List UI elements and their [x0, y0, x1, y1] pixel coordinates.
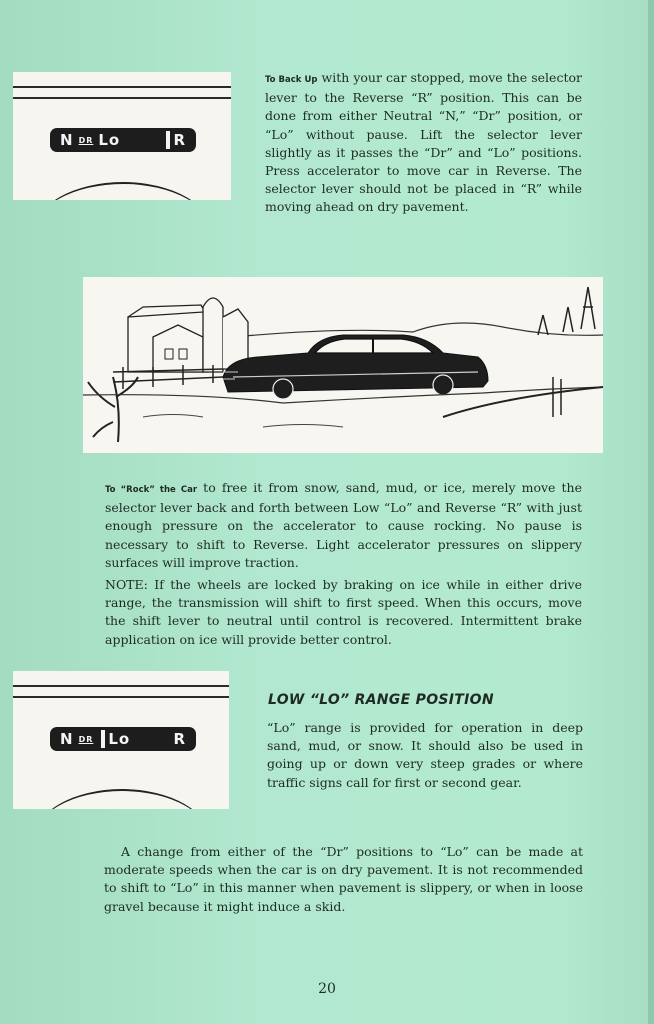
selector-dial-panel-reverse: [13, 72, 231, 200]
selector-pointer-icon: [101, 730, 105, 748]
gear-indicator-low: [50, 727, 196, 751]
rock-body: to free it from snow, sand, mud, or ice, merely move the selector lever back and forth between Low “Lo” and Reverse “R” with just enough pressure on the accelerator to cause rocking. No pause is necessary to shift to Reverse. Light accelerator pressures on slippery surfaces will improve traction.: [105, 480, 583, 570]
low-range-paragraph: [267, 719, 583, 792]
change-paragraph: [104, 843, 583, 916]
indicator-r: R: [173, 730, 186, 748]
snow-scene-image: [83, 277, 603, 453]
backup-body: with your car stopped, move the selector lever to the Reverse “R” position. This can be done from either Neutral “N,” “Dr” position, or “Lo” without pause. Lift the selector lever slightly as it passes the “Dr” and “Lo” positions. Press accelerator to move car in Reverse. The selector lever should not be placed in “R” while moving ahead on dry pavement.: [265, 70, 582, 215]
indicator-n: N: [60, 730, 74, 748]
change-text: A change from either of the “Dr” positions to “Lo” can be made at moderate speeds when the car is on dry pavement. It is not recommended to shift to “Lo” in this manner when pavement is slippery, or when in loose gravel because it might induce a skid.: [104, 844, 583, 914]
indicator-dr: DR: [78, 135, 94, 145]
low-range-heading: LOW “LO” RANGE POSITION: [268, 692, 494, 708]
dial-rule-top: [13, 86, 231, 88]
dial-arc: [33, 182, 213, 200]
gear-indicator-reverse: [50, 128, 196, 152]
rock-car-paragraph: [105, 479, 582, 572]
page-number: 20: [318, 981, 336, 997]
dial-arc: [33, 789, 211, 809]
rock-lead: To “Rock” the Car: [105, 485, 198, 495]
indicator-lo: Lo: [98, 131, 121, 149]
indicator-dr: DR: [78, 734, 94, 744]
car-in-snow-illustration: [83, 277, 603, 453]
page-spine-shadow: [648, 0, 654, 1024]
low-range-text: “Lo” range is provided for operation in deep sand, mud, or snow. It should also be used in going up or down very steep grades or where traffic signs call for first or second gear.: [267, 720, 583, 790]
dial-rule-top: [13, 685, 229, 687]
indicator-n: N: [60, 131, 74, 149]
selector-pointer-icon: [166, 131, 170, 149]
indicator-r: R: [173, 131, 186, 149]
selector-dial-panel-low: [13, 671, 229, 809]
backup-lead: To Back Up: [265, 75, 318, 85]
backup-paragraph: [265, 69, 582, 217]
dial-rule-bottom: [13, 696, 229, 698]
indicator-lo: Lo: [108, 730, 131, 748]
note-paragraph: [105, 576, 582, 649]
note-text: NOTE: If the wheels are locked by braking on ice while in either drive range, the transmission will shift to first speed. When this occurs, move the shift lever to neutral until control is recovered. Intermittent brake application on ice will provide better control.: [105, 577, 582, 647]
dial-rule-bottom: [13, 97, 231, 99]
